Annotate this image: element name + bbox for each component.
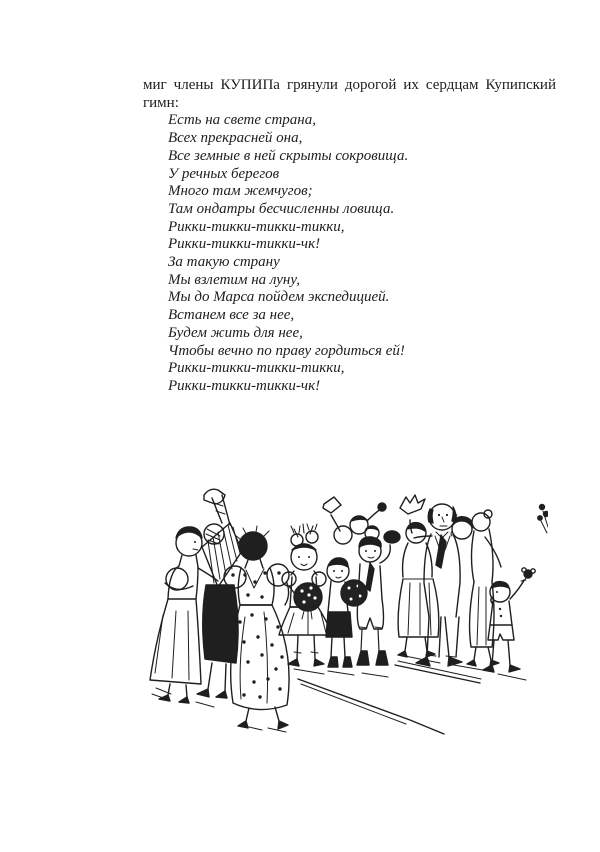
- anthem-verse: [168, 112, 556, 395]
- verse-line: Всех прекрасней она,: [168, 130, 303, 147]
- verse-line: Там ондатры бесчисленны ловища.: [168, 200, 395, 217]
- verse-line: Рикки-тикки-тикки-чк!: [168, 236, 321, 253]
- verse-line: Рикки-тикки-тикки-тикки,: [168, 360, 345, 377]
- paragraph-line: миг члены КУПИПа грянули дорогой их сердцам Купипский: [143, 77, 556, 93]
- verse-line: За такую страну: [168, 254, 280, 271]
- edge-flowers: [538, 505, 548, 534]
- figure-striped-dancer: [197, 489, 242, 698]
- crowd-illustration-svg: [148, 487, 548, 735]
- figure-background-girls: [291, 524, 318, 546]
- text-block: [143, 77, 556, 396]
- figure-background-wavers: [323, 497, 386, 544]
- verse-line: Мы до Марса пойдем экспедицией.: [168, 289, 390, 306]
- verse-line: Чтобы вечно по праву гордиться ей!: [168, 342, 405, 359]
- crowd-celebration-illustration: [148, 487, 548, 735]
- verse-line: Есть на свете страна,: [168, 112, 316, 129]
- verse-line: У речных берегов: [168, 165, 280, 182]
- verse-line: Рикки-тикки-тикки-тикки,: [168, 218, 345, 235]
- verse-line: Встанем все за нее,: [168, 307, 295, 324]
- verse-line: Рикки-тикки-тикки-чк!: [168, 377, 321, 394]
- verse-line: Все земные в ней скрыты сокровища.: [168, 147, 409, 164]
- verse-line: Мы взлетим на луну,: [168, 271, 301, 288]
- verse-line: Много там жемчугов;: [168, 183, 313, 200]
- figure-girl-bouquet: [279, 524, 332, 666]
- paragraph-line: гимн:: [143, 94, 179, 111]
- verse-line: Будем жить для нее,: [168, 324, 303, 341]
